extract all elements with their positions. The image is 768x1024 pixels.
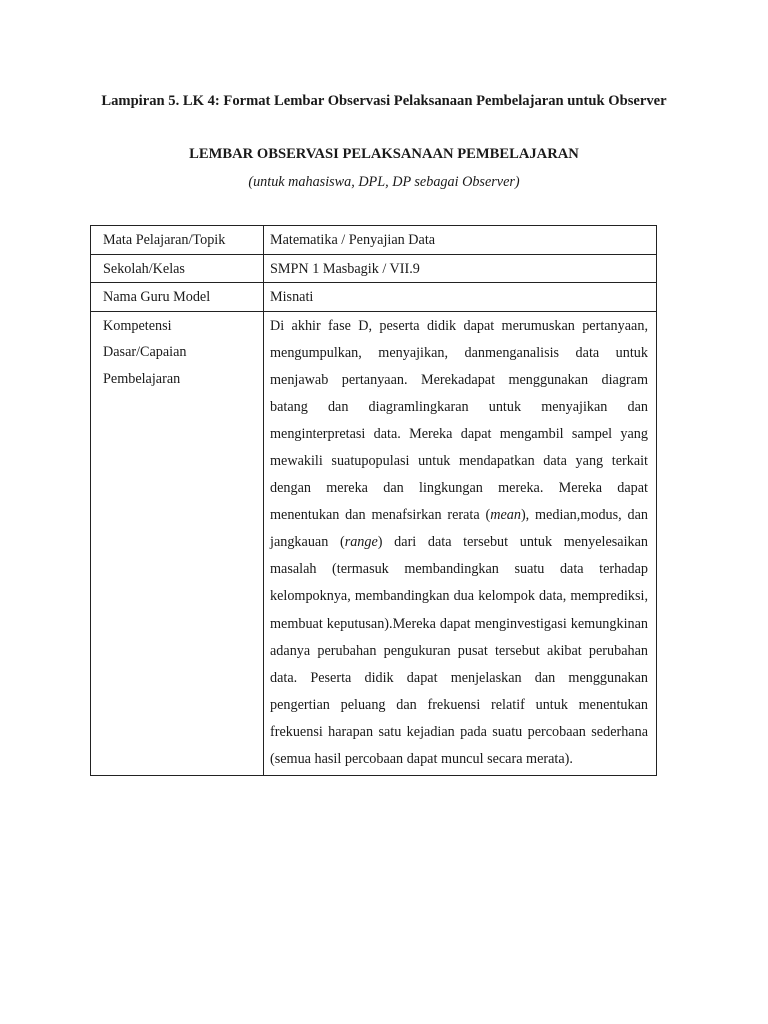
teacher-value: Misnati	[264, 283, 657, 312]
subject-label: Mata Pelajaran/Topik	[91, 226, 264, 255]
school-class-label: Sekolah/Kelas	[91, 254, 264, 283]
observation-table	[90, 225, 657, 776]
table-row-subject	[91, 226, 657, 255]
competency-text: ) dari data tersebut untuk menyelesaikan masalah (termasuk membandingkan suatu data terhadap kelompoknya, membandingkan dua kelompok data, memprediksi, membuat keputusan).Mereka dapat menginvestigasi kemungkinan adanya perubahan pengukuran pusat tersebut akibat perubahan data. Peserta didik dapat menjelaskan dan menggunakan pengertian peluang dan frekuensi relatif untuk menentukan frekuensi harapan satu kejadian pada suatu percobaan sederhana (semua hasil percobaan dapat muncul secara merata).	[270, 534, 648, 767]
competency-label-line: Pembelajaran	[103, 370, 181, 387]
table-row-competency	[91, 311, 657, 776]
table-row-school-class	[91, 254, 657, 283]
competency-label	[91, 311, 264, 776]
competency-label-line: Dasar/Capaian	[103, 344, 187, 360]
competency-label-line: Kompetensi	[103, 317, 172, 334]
term-mean: mean	[490, 507, 521, 524]
term-range: range	[344, 534, 378, 551]
form-title: LEMBAR OBSERVASI PELAKSANAAN PEMBELAJARAN	[189, 146, 579, 162]
subject-value: Matematika / Penyajian Data	[264, 226, 657, 255]
school-class-value: SMPN 1 Masbagik / VII.9	[264, 254, 657, 283]
page-heading: Lampiran 5. LK 4: Format Lembar Observasi Pelaksanaan Pembelajaran untuk Observer	[101, 93, 667, 109]
table-row-teacher	[91, 283, 657, 312]
competency-text: ), median,modus, dan jangkauan (	[270, 507, 649, 551]
form-subtitle: (untuk mahasiswa, DPL, DP sebagai Observer)	[248, 174, 520, 190]
competency-text: Di akhir fase D, peserta didik dapat merumuskan pertanyaan, mengumpulkan, menyajikan, danmenganalisis data untuk menjawab pertanyaan. Merekadapat menggunakan diagram batang dan diagramlingkaran untuk menyajikan dan menginterpretasi data. Mereka dapat mengambil sampel yang mewakili suatupopulasi untuk mendapatkan data yang terkait dengan mereka dan lingkungan mereka. Mereka dapat menentukan dan menafsirkan rerata (	[270, 317, 648, 524]
teacher-label: Nama Guru Model	[91, 283, 264, 312]
competency-description	[264, 311, 657, 776]
